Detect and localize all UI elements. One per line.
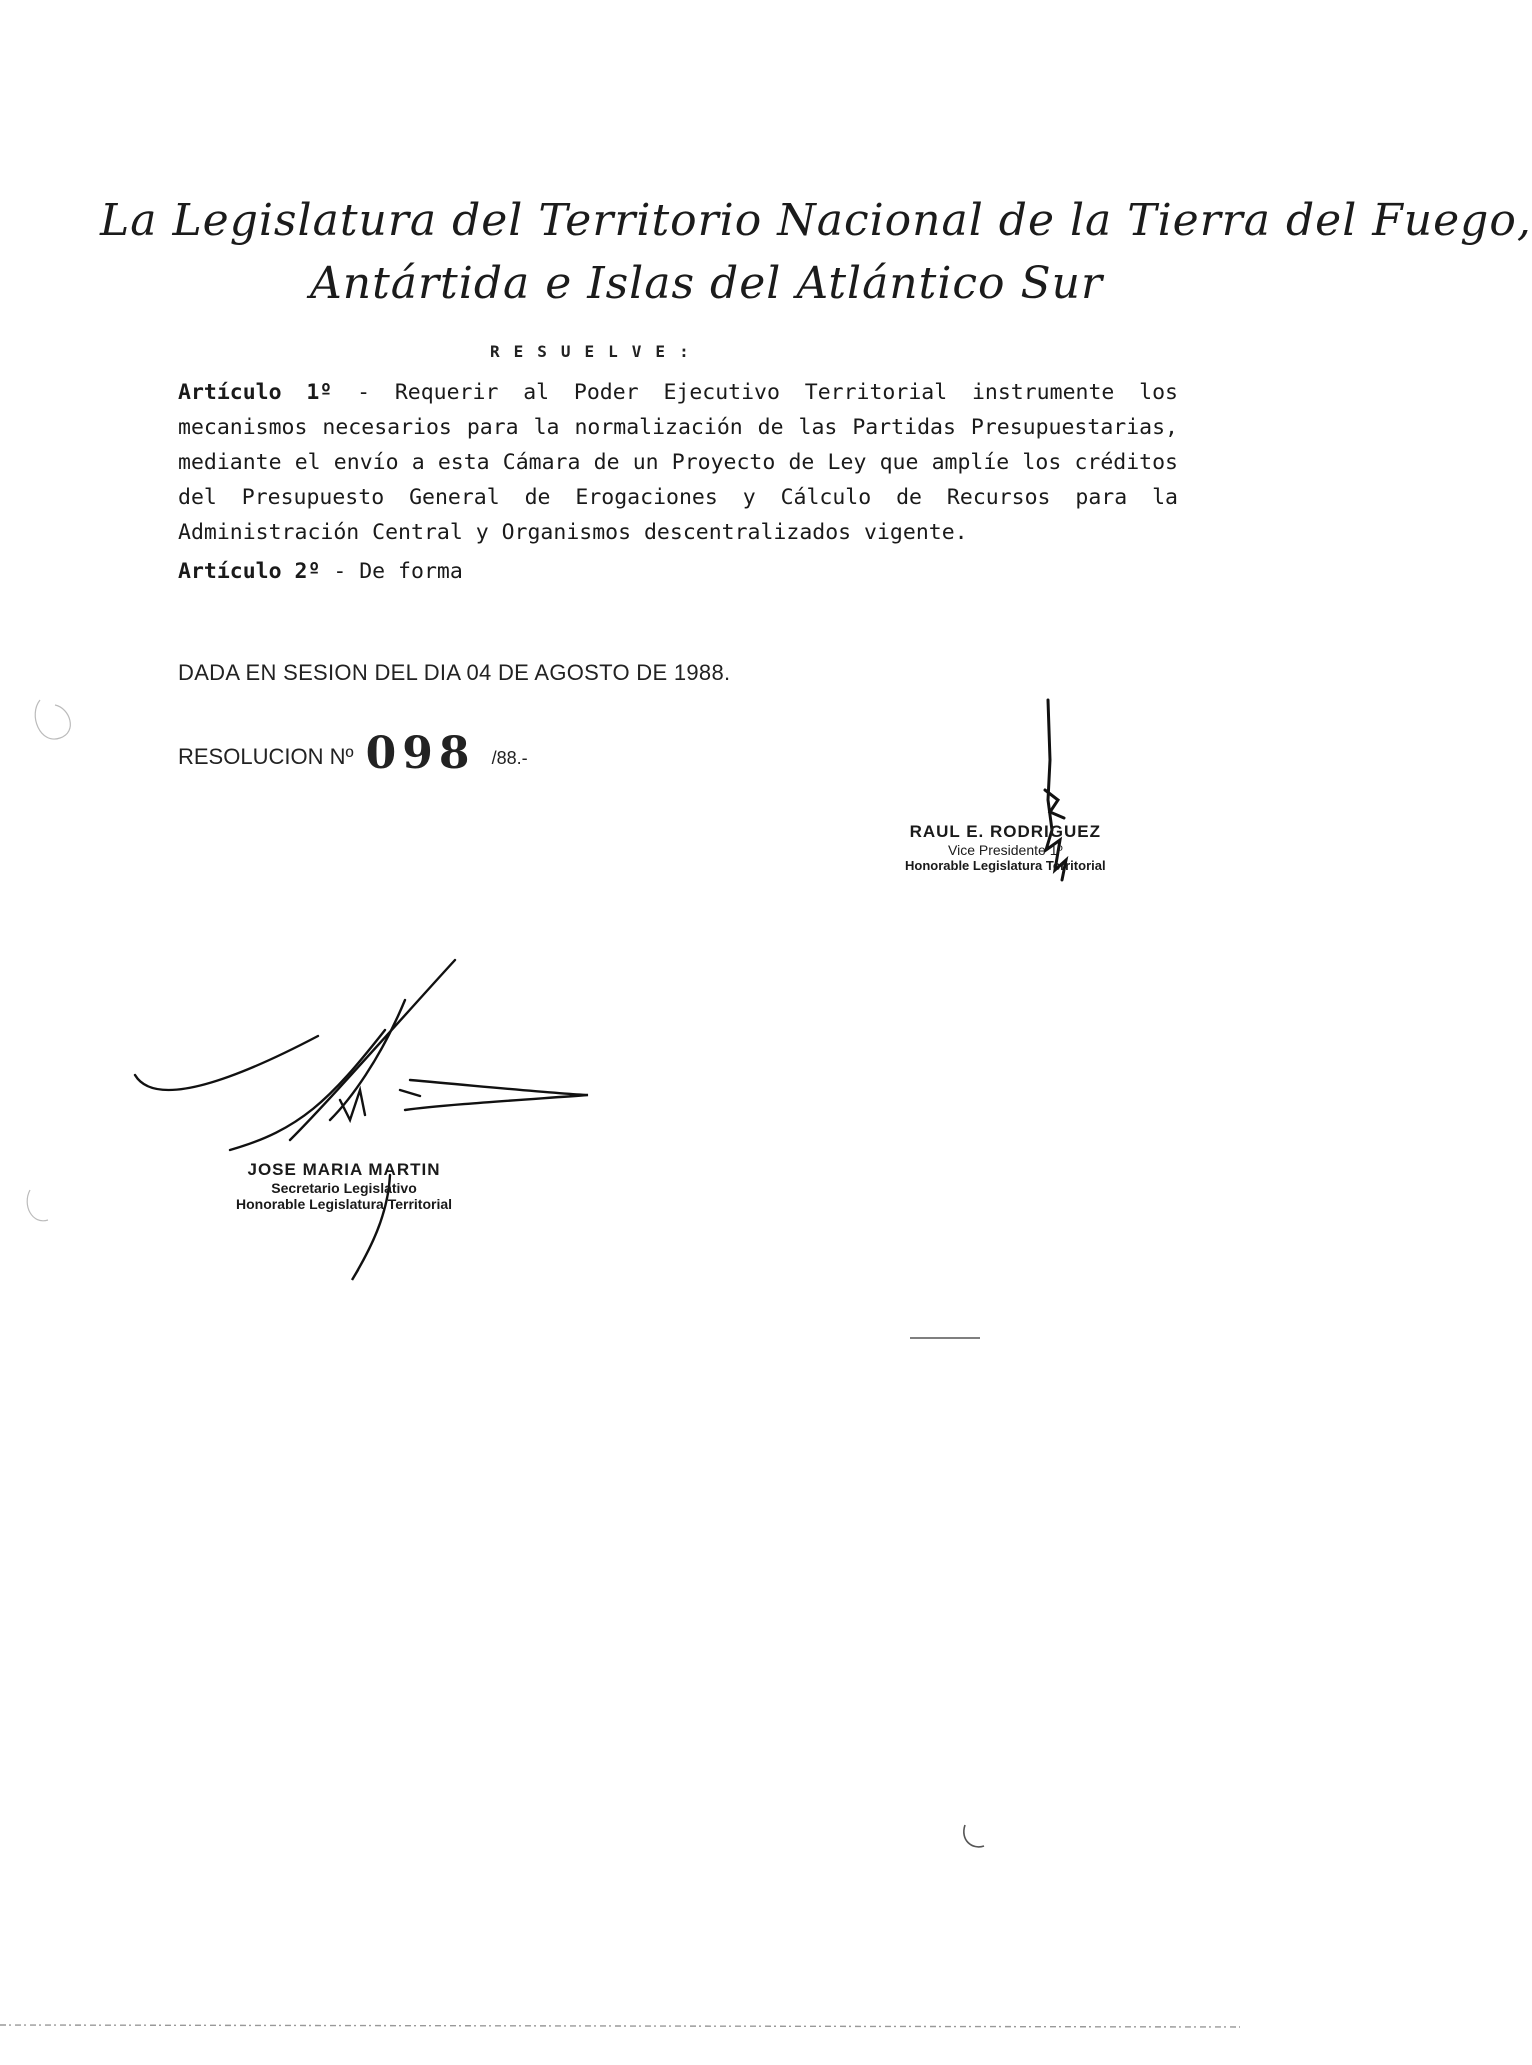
resolution-number: 098 — [365, 728, 476, 779]
article-2-text: - De forma — [320, 559, 463, 584]
signatory-1-organization: Honorable Legislatura Territorial — [905, 858, 1106, 873]
article-1-text: - Requerir al Poder Ejecutivo Territorial instrumente los mecanismos necesarios para la normalización de las Partidas Presupuestarias, mediante el envío a esta Cámara de un Proyecto de Ley que amplíe los créditos del Presupuesto General de Erogaciones y Cálculo de Recursos para la Administración Central y Organismos descentralizados vigente. — [178, 380, 1178, 545]
signatory-block-martin — [236, 1160, 452, 1212]
article-2-label: Artículo 2º — [178, 559, 321, 584]
signatory-2-organization: Honorable Legislatura Territorial — [236, 1196, 453, 1212]
resolution-year: /88.- — [491, 748, 528, 768]
session-line: DADA EN SESION DEL DIA 04 DE AGOSTO DE 1988. — [178, 660, 731, 685]
page-artifacts — [0, 700, 1240, 2027]
martin-signature — [135, 960, 588, 1280]
header-title-line-1: La Legislatura del Territorio Nacional de la Tierra del Fuego, — [100, 195, 1532, 246]
signatory-2-name: JOSE MARIA MARTIN — [247, 1160, 441, 1179]
resuelve-heading: RESUELVE: — [490, 342, 703, 361]
signatory-block-rodriguez — [905, 822, 1106, 873]
resolution-prefix: RESOLUCION Nº — [178, 744, 354, 769]
article-1-label: Artículo 1º — [178, 380, 333, 405]
signatory-1-role: Vice Presidente 1º — [948, 842, 1063, 858]
signatory-2-role: Secretario Legislativo — [271, 1180, 417, 1196]
signatory-1-name: RAUL E. RODRIGUEZ — [909, 822, 1101, 841]
header-title-line-2: Antártida e Islas del Atlántico Sur — [310, 258, 1104, 309]
